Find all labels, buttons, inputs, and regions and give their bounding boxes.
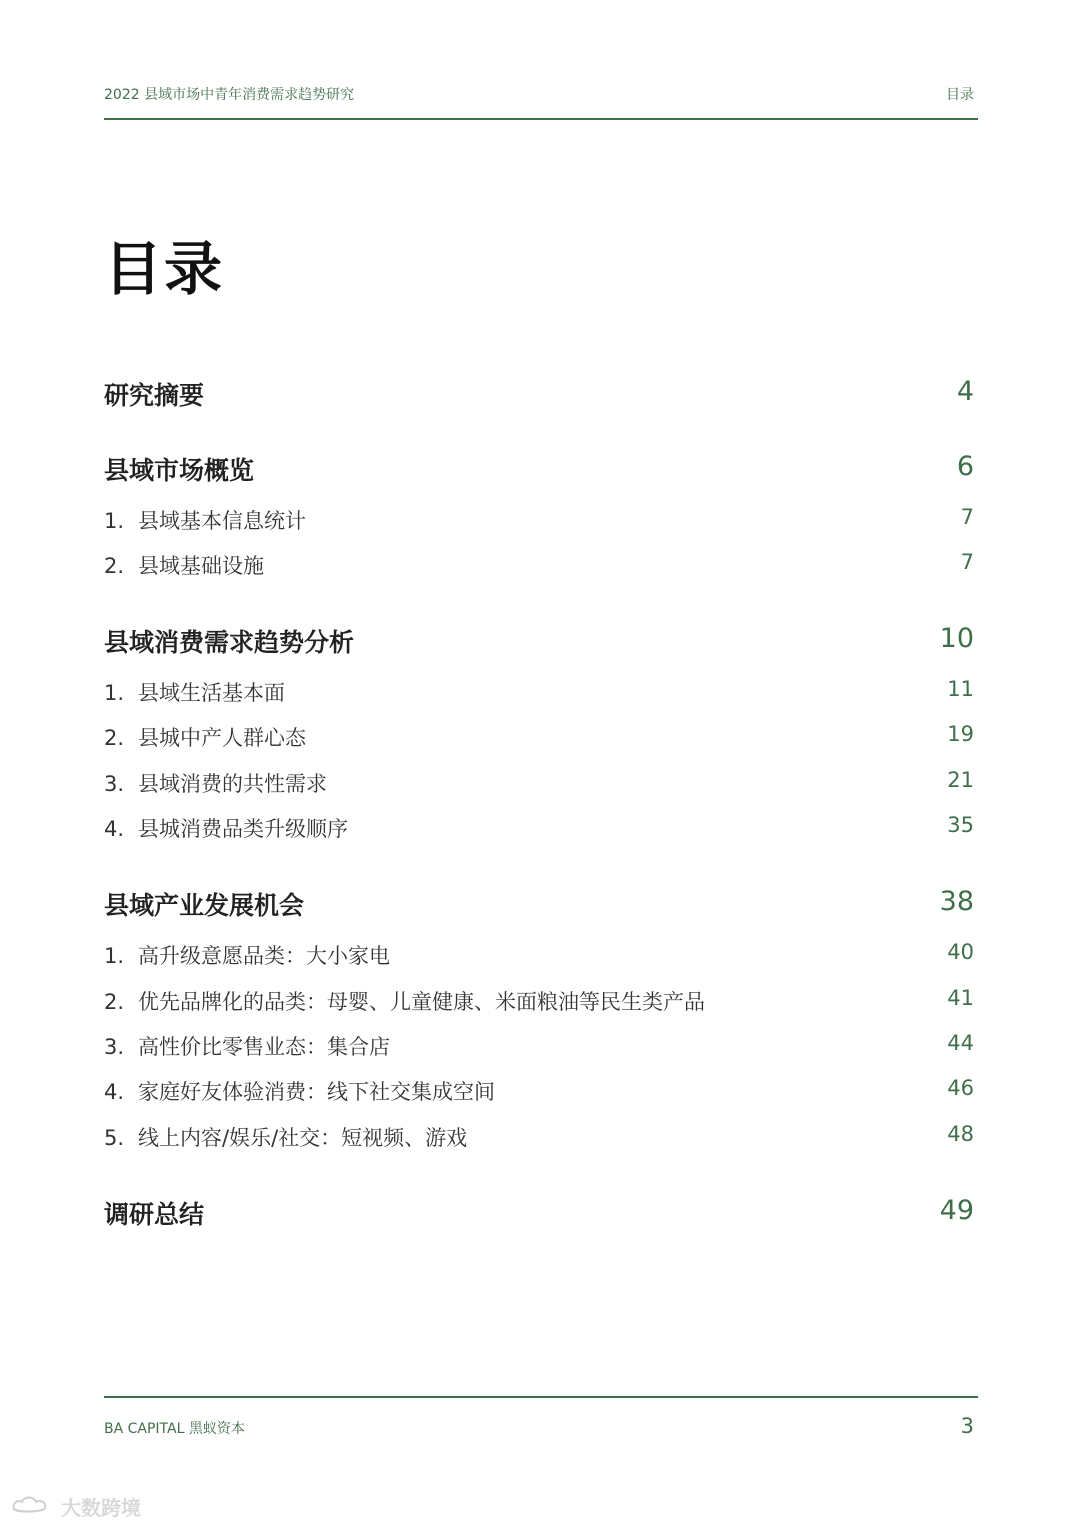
toc-item-number: 2. bbox=[104, 554, 125, 578]
toc-section-page: 49 bbox=[939, 1195, 974, 1226]
toc-item-number: 1. bbox=[104, 509, 125, 533]
watermark-text: 大数跨境 bbox=[60, 1496, 141, 1520]
toc-item-page: 46 bbox=[947, 1076, 974, 1100]
toc-item-label: 县域基础设施 bbox=[138, 554, 264, 578]
toc-item-label: 优先品牌化的品类：母婴、儿童健康、米面粮油等民生类产品 bbox=[138, 990, 705, 1014]
toc-item-label: 家庭好友体验消费：线下社交集成空间 bbox=[138, 1080, 495, 1104]
page-header bbox=[104, 84, 978, 120]
toc-section-page: 38 bbox=[939, 886, 974, 917]
toc-item-label: 县域生活基本面 bbox=[138, 681, 285, 705]
toc-section-page: 6 bbox=[956, 451, 974, 482]
toc-item-number: 3. bbox=[104, 1035, 125, 1059]
cloud-logo-icon bbox=[10, 1493, 50, 1520]
toc-item-number: 2. bbox=[104, 726, 125, 750]
toc-item-label: 线上内容/娱乐/社交：短视频、游戏 bbox=[138, 1126, 468, 1150]
toc-item-label: 县域消费的共性需求 bbox=[138, 772, 327, 796]
toc-item-label: 高性价比零售业态：集合店 bbox=[138, 1035, 390, 1059]
toc-item-page: 35 bbox=[947, 813, 974, 837]
page-footer bbox=[104, 1396, 978, 1448]
toc-section-label: 调研总结 bbox=[104, 1200, 205, 1229]
page-number: 3 bbox=[960, 1414, 974, 1438]
toc-item-page: 19 bbox=[947, 722, 974, 746]
toc-section-page: 10 bbox=[939, 623, 974, 654]
toc-item-number: 1. bbox=[104, 944, 125, 968]
report-title: 2022 县域市场中青年消费需求趋势研究 bbox=[104, 87, 355, 103]
toc-item-number: 4. bbox=[104, 1080, 125, 1104]
toc-item-label: 县域基本信息统计 bbox=[138, 509, 306, 533]
toc-item-page: 7 bbox=[960, 550, 974, 574]
toc-item-page: 44 bbox=[947, 1031, 974, 1055]
toc-item-page: 7 bbox=[960, 505, 974, 529]
toc-section-page: 4 bbox=[956, 376, 974, 407]
toc-item-label: 高升级意愿品类：大小家电 bbox=[138, 944, 390, 968]
toc-item-label: 县城中产人群心态 bbox=[138, 726, 306, 750]
toc-item-page: 21 bbox=[947, 768, 974, 792]
toc-item-page: 40 bbox=[947, 940, 974, 964]
toc-item-number: 1. bbox=[104, 681, 125, 705]
toc-section-label: 县域市场概览 bbox=[104, 456, 255, 485]
toc-section-label: 县域消费需求趋势分析 bbox=[104, 628, 355, 657]
toc-item-number: 3. bbox=[104, 772, 125, 796]
toc-item-number: 4. bbox=[104, 817, 125, 841]
toc-item-page: 11 bbox=[947, 677, 974, 701]
page-title: 目录 bbox=[104, 235, 225, 303]
company-name: BA CAPITAL 黑蚁资本 bbox=[104, 1421, 245, 1437]
header-section-label: 目录 bbox=[946, 87, 974, 103]
toc-item-page: 41 bbox=[947, 986, 974, 1010]
toc-item-label: 县城消费品类升级顺序 bbox=[138, 817, 348, 841]
toc-item-page: 48 bbox=[947, 1122, 974, 1146]
toc-item-number: 2. bbox=[104, 990, 125, 1014]
toc-item-number: 5. bbox=[104, 1126, 125, 1150]
toc-section-label: 县域产业发展机会 bbox=[104, 891, 305, 920]
watermark bbox=[10, 1492, 141, 1521]
toc-section-label: 研究摘要 bbox=[104, 381, 205, 410]
